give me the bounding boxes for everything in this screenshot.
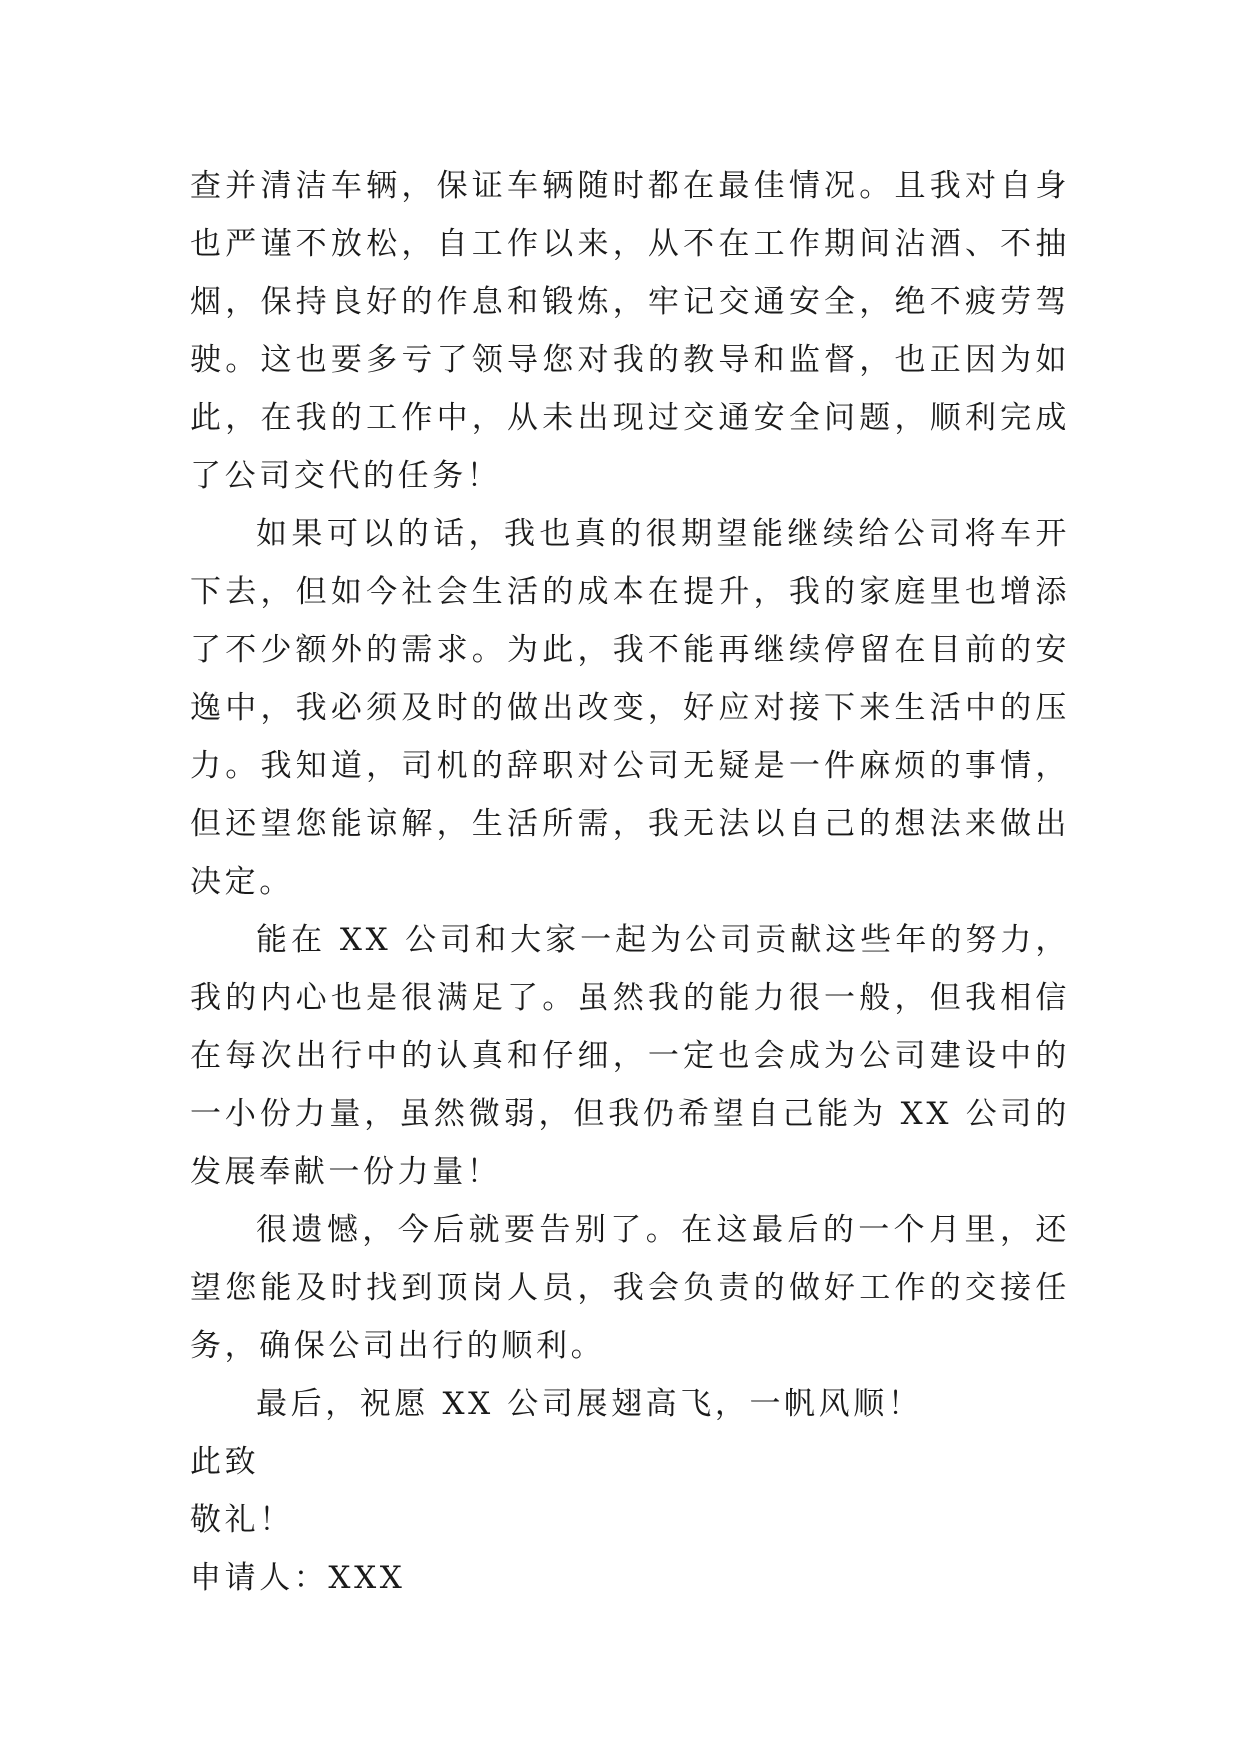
- paragraph-1: 查并清洁车辆，保证车辆随时都在最佳情况。且我对自身也严谨不放松，自工作以来，从不在工作期间沾酒、不抽烟，保持良好的作息和锻炼，牢记交通安全，绝不疲劳驾驶。这也要多亏了领导您对我的教导和监督，也正因为如此，在我的工作中，从未出现过交通安全问题，顺利完成了公司交代的任务！: [190, 168, 1070, 494]
- paragraph-5: 最后，祝愿 XX 公司展翅高飞，一帆风顺！: [256, 1386, 923, 1422]
- paragraph-4: 很遗憾，今后就要告别了。在这最后的一个月里，还望您能及时找到顶岗人员，我会负责的做好工作的交接任务，确保公司出行的顺利。: [190, 1212, 1070, 1364]
- paragraph-3: 能在 XX 公司和大家一起为公司贡献这些年的努力，我的内心也是很满足了。虽然我的能力很一般，但我相信在每次出行中的认真和仔细，一定也会成为公司建设中的一小份力量，虽然微弱，但我仍希望自己能为 XX 公司的发展奉献一份力量！: [190, 922, 1070, 1190]
- letter-body: [190, 157, 1070, 1607]
- closing-regards: 敬礼！: [190, 1502, 294, 1538]
- signature-line: 申请人：XXX: [190, 1560, 406, 1596]
- paragraph-2: 如果可以的话，我也真的很期望能继续给公司将车开下去，但如今社会生活的成本在提升，我的家庭里也增添了不少额外的需求。为此，我不能再继续停留在目前的安逸中，我必须及时的做出改变，好应对接下来生活中的压力。我知道，司机的辞职对公司无疑是一件麻烦的事情，但还望您能谅解，生活所需，我无法以自己的想法来做出决定。: [190, 516, 1070, 900]
- closing-salutation: 此致: [190, 1444, 260, 1480]
